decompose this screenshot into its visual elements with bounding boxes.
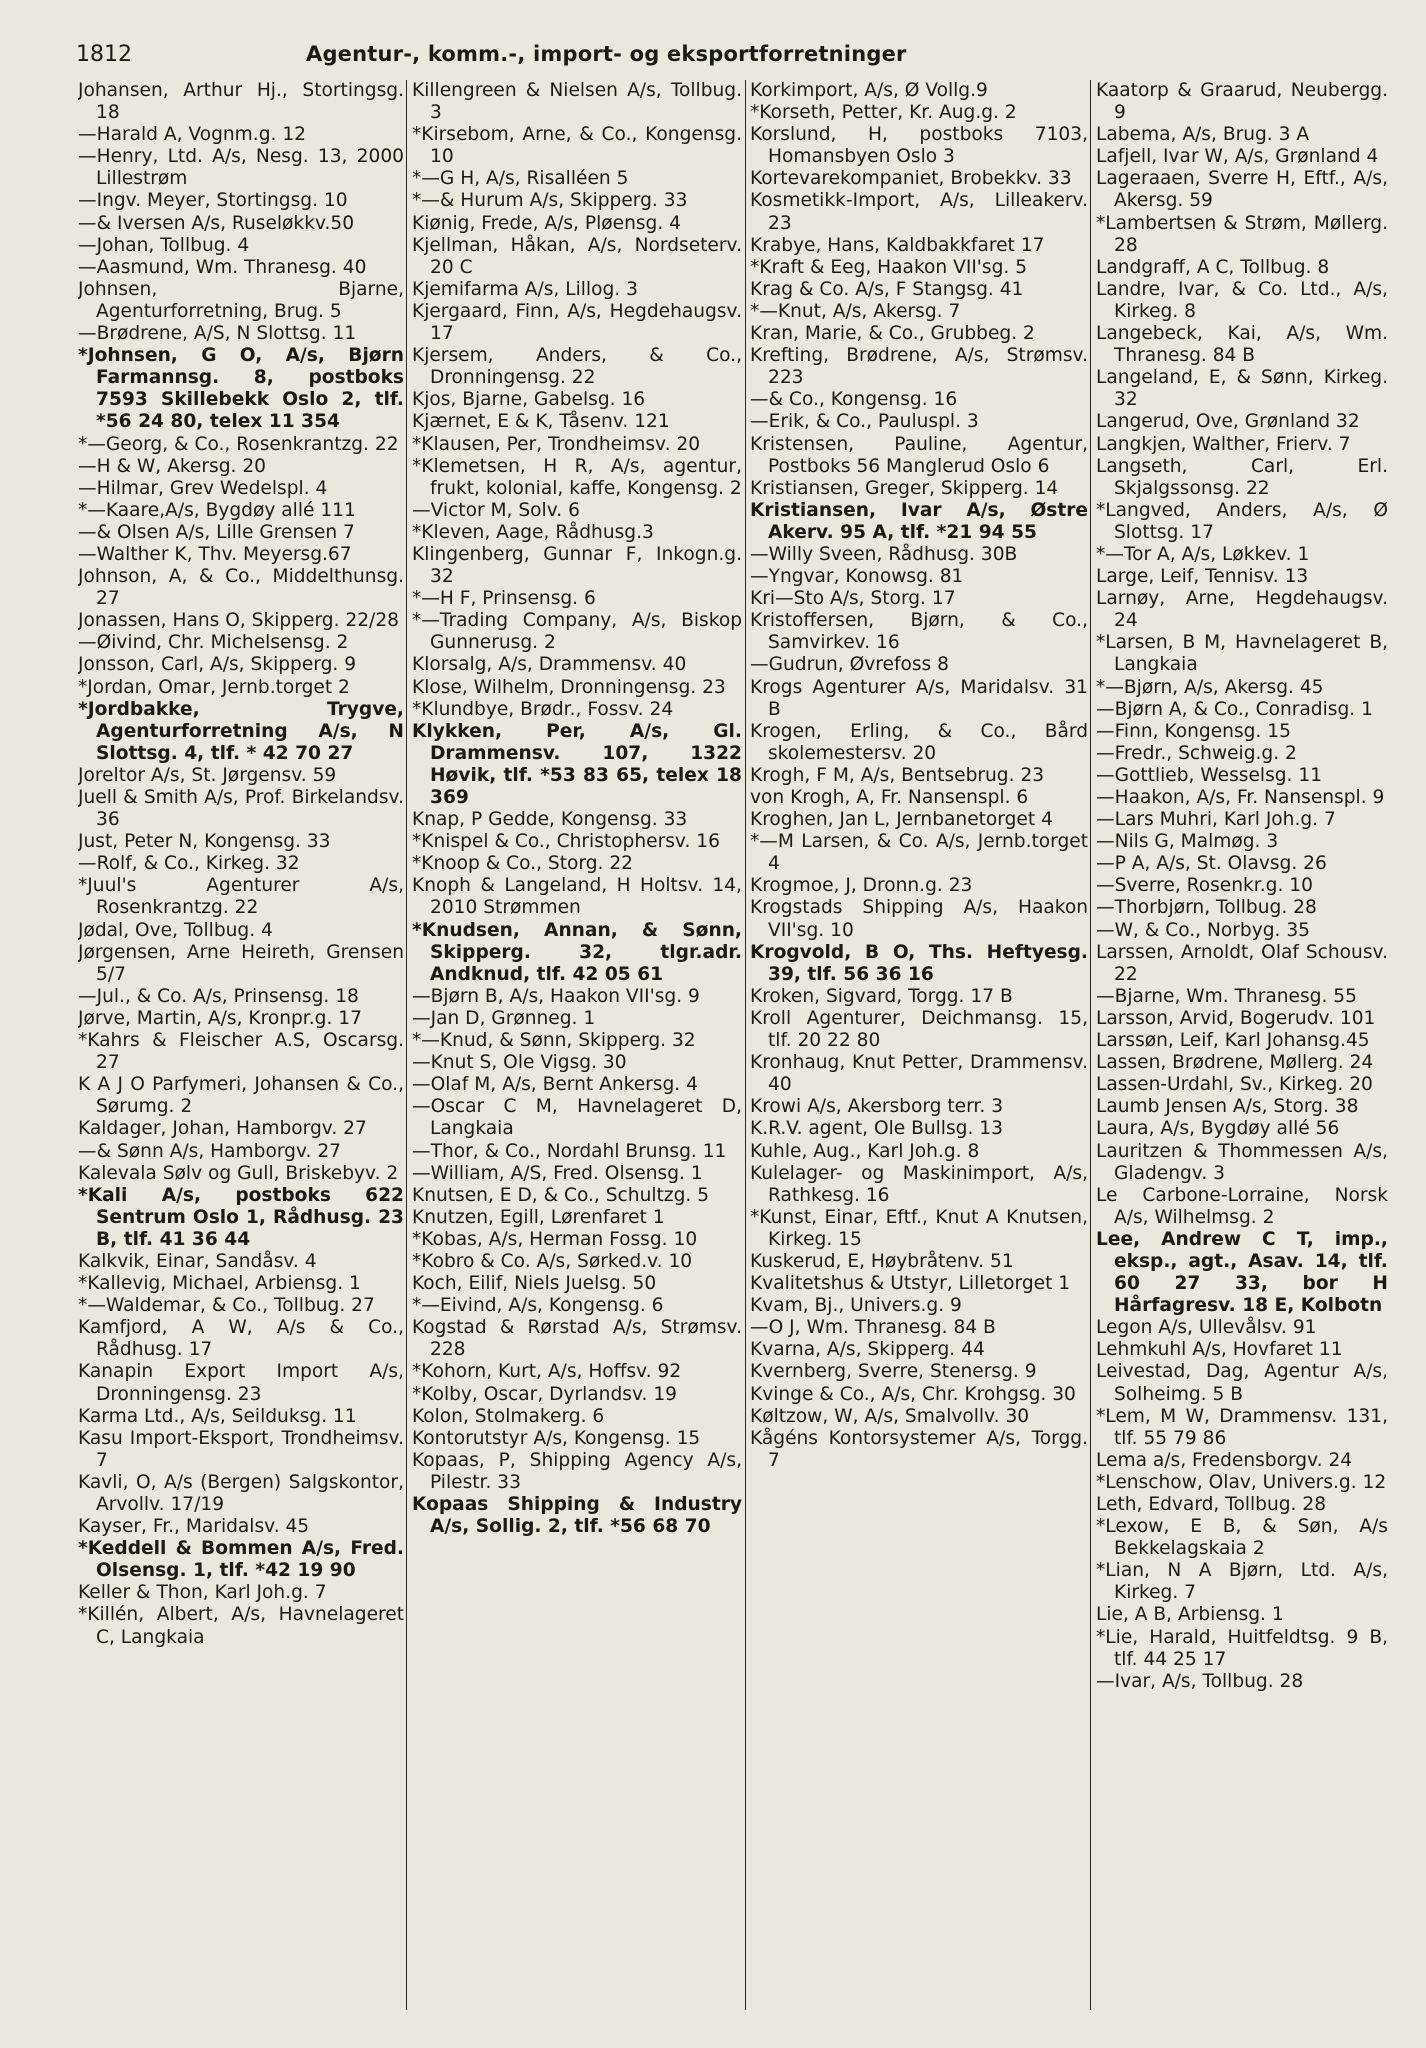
- directory-entry: Kran, Marie, & Co., Grubbeg. 2: [750, 323, 1035, 345]
- directory-entry: —W, & Co., Norbyg. 35: [1096, 919, 1310, 941]
- directory-entry: Kvarna, A/s, Skipperg. 44: [750, 1339, 985, 1361]
- directory-entry: Kanapin Export Import A/s, Dronningensg. 23: [78, 1361, 404, 1405]
- directory-entry: —Nils G, Malmøg. 3: [1096, 831, 1279, 853]
- directory-entry: —Hilmar, Grev Wedelspl. 4: [78, 477, 328, 499]
- directory-column-1: [78, 80, 404, 2020]
- directory-entry: Kayser, Fr., Maridalsv. 45: [78, 1516, 310, 1538]
- directory-entry: Kalevala Sølv og Gull, Briskebyv. 2: [78, 1162, 399, 1184]
- directory-entry: Krogh, F M, A/s, Bentsebrug. 23: [750, 764, 1045, 786]
- directory-entry: Kroken, Sigvard, Torgg. 17 B: [750, 985, 1013, 1007]
- directory-entry: —Lars Muhri, Karl Joh.g. 7: [1096, 809, 1336, 831]
- directory-entry: Klingenberg, Gunnar F, Inkogn.g. 32: [412, 543, 742, 588]
- running-title: Agentur-, komm.-, import- og eksportforretninger: [306, 42, 907, 66]
- directory-entry: Kavli, O, A/s (Bergen) Salgskontor, Arvollv. 17/19: [78, 1471, 404, 1515]
- directory-entry: *Klemetsen, H R, A/s, agentur, frukt, kolonial, kaffe, Kongensg. 2: [412, 455, 742, 499]
- directory-entry: Larsson, Arvid, Bogerudv. 101: [1096, 1007, 1376, 1029]
- directory-entry: Le Carbone-Lorraine, Norsk A/s, Wilhelmsg. 2: [1096, 1184, 1388, 1228]
- directory-entry: *—Waldemar, & Co., Tollbug. 27: [78, 1295, 375, 1317]
- directory-entry: Krogen, Erling, & Co., Bård skolemestersv. 20: [750, 720, 1088, 764]
- directory-entry: *Korseth, Petter, Kr. Aug.g. 2: [750, 102, 1017, 124]
- directory-entry: *Kahrs & Fleischer A.S, Oscarsg. 27: [78, 1030, 404, 1074]
- directory-entry: Kasu Import-Eksport, Trondheimsv. 7: [78, 1427, 404, 1471]
- directory-entry: Klykken, Per, A/s, Gl. Drammensv. 107, 1322 Høvik, tlf. *53 83 65, telex 18 369: [412, 720, 742, 808]
- directory-entry: Kolon, Stolmakerg. 6: [412, 1405, 605, 1427]
- directory-entry: Kroghen, Jan L, Jernbanetorget 4: [750, 809, 1053, 831]
- directory-entry: Kristiansen, Greger, Skipperg. 14: [750, 477, 1059, 499]
- directory-entry: Kvinge & Co., A/s, Chr. Krohgsg. 30: [750, 1383, 1076, 1405]
- directory-entry: Kortevarekompaniet, Brobekkv. 33: [750, 168, 1072, 190]
- directory-entry: —Oscar C M, Havnelageret D, Langkaia: [412, 1096, 742, 1140]
- directory-entry: —Brødrene, A/S, N Slottsg. 11: [78, 323, 357, 345]
- directory-entry: —Olaf M, A/s, Bernt Ankersg. 4: [412, 1074, 698, 1096]
- directory-entry: Knutsen, E D, & Co., Schultzg. 5: [412, 1184, 710, 1206]
- directory-entry: *Kraft & Eeg, Haakon VII'sg. 5: [750, 256, 1028, 278]
- column-divider: [745, 80, 746, 2010]
- directory-entry: —& Iversen A/s, Ruseløkkv.50: [78, 212, 355, 234]
- directory-entry: Krogmoe, J, Dronn.g. 23: [750, 875, 973, 897]
- directory-entry: Langseth, Carl, Erl. Skjalgssonsg. 22: [1096, 455, 1388, 499]
- directory-entry: *Keddell & Bommen A/s, Fred. Olsensg. 1, tlf. *42 19 90: [78, 1538, 404, 1582]
- directory-entry: *Kohorn, Kurt, A/s, Hoffsv. 92: [412, 1361, 682, 1383]
- directory-entry: *Lenschow, Olav, Univers.g. 12: [1096, 1471, 1387, 1493]
- directory-entry: Krogvold, B O, Ths. Heftyesg. 39, tlf. 56 36 16: [750, 941, 1088, 985]
- directory-entry: *Knudsen, Annan, & Sønn, Skipperg. 32, tlgr.adr. Andknud, tlf. 42 05 61: [412, 919, 742, 985]
- directory-entry: Langkjen, Walther, Frierv. 7: [1096, 433, 1351, 455]
- directory-entry: *—Georg, & Co., Rosenkrantzg. 22: [78, 433, 399, 455]
- directory-entry: Kvernberg, Sverre, Stenersg. 9: [750, 1361, 1037, 1383]
- directory-entry: —Jul., & Co. A/s, Prinsensg. 18: [78, 985, 359, 1007]
- directory-entry: Jonassen, Hans O, Skipperg. 22/28: [78, 610, 399, 632]
- directory-entry: —& Co., Kongensg. 16: [750, 389, 958, 411]
- directory-entry: —William, A/S, Fred. Olsensg. 1: [412, 1162, 703, 1184]
- directory-entry: —O J, Wm. Thranesg. 84 B: [750, 1317, 996, 1339]
- directory-entry: *Jordan, Omar, Jernb.torget 2: [78, 676, 350, 698]
- directory-entry: Koch, Eilif, Niels Juelsg. 50: [412, 1273, 657, 1295]
- directory-entry: —Fredr., Schweig.g. 2: [1096, 742, 1297, 764]
- directory-entry: Kjemifarma A/s, Lillog. 3: [412, 278, 638, 300]
- directory-entry: Jørgensen, Arne Heireth, Grensen 5/7: [78, 941, 404, 985]
- directory-entry: Kogstad & Rørstad A/s, Strømsv. 228: [412, 1317, 742, 1361]
- directory-entry: *Lem, M W, Drammensv. 131, tlf. 55 79 86: [1096, 1405, 1388, 1449]
- directory-entry: *—Knut, A/s, Akersg. 7: [750, 300, 961, 322]
- directory-entry: Landgraff, A C, Tollbug. 8: [1096, 256, 1330, 278]
- directory-entry: Jonsson, Carl, A/s, Skipperg. 9: [78, 654, 357, 676]
- directory-entry: —Gudrun, Øvrefoss 8: [750, 654, 949, 676]
- directory-entry: Just, Peter N, Kongensg. 33: [78, 831, 331, 853]
- directory-entry: —Thorbjørn, Tollbug. 28: [1096, 897, 1317, 919]
- directory-entry: Krogstads Shipping A/s, Haakon VII'sg. 10: [750, 897, 1088, 941]
- directory-entry: Krag & Co. A/s, F Stangsg. 41: [750, 278, 1024, 300]
- directory-entry: —Erik, & Co., Pauluspl. 3: [750, 411, 979, 433]
- directory-entry: von Krogh, A, Fr. Nansenspl. 6: [750, 787, 1029, 808]
- directory-entry: *Knoop & Co., Storg. 22: [412, 853, 633, 875]
- directory-entry: *Larsen, B M, Havnelageret B, Langkaia: [1096, 632, 1388, 676]
- directory-entry: Lehmkuhl A/s, Hovfaret 11: [1096, 1339, 1343, 1361]
- directory-entry: Klorsalg, A/s, Drammensv. 40: [412, 654, 687, 676]
- directory-entry: Laura, A/s, Bygdøy allé 56: [1096, 1118, 1340, 1140]
- directory-entry: Knap, P Gedde, Kongensg. 33: [412, 809, 688, 831]
- directory-column-4: [1096, 80, 1388, 2020]
- directory-entry: —Harald A, Vognm.g. 12: [78, 124, 306, 146]
- directory-entry: *—M Larsen, & Co. A/s, Jernb.torget 4: [750, 831, 1088, 875]
- directory-entry: *—& Hurum A/s, Skipperg. 33: [412, 190, 688, 212]
- directory-entry: *—Trading Company, A/s, Biskop Gunnerusg. 2: [412, 610, 742, 654]
- directory-column-3: [750, 80, 1088, 2020]
- directory-entry: *—Eivind, A/s, Kongensg. 6: [412, 1295, 664, 1317]
- directory-entry: K A J O Parfymeri, Johansen & Co., Sørumg. 2: [78, 1074, 404, 1118]
- directory-entry: —& Sønn A/s, Hamborgv. 27: [78, 1140, 341, 1162]
- directory-entry: *Langved, Anders, A/s, Ø Slottsg. 17: [1096, 499, 1388, 543]
- directory-entry: Leth, Edvard, Tollbug. 28: [1096, 1494, 1327, 1515]
- directory-entry: —Henry, Ltd. A/s, Nesg. 13, 2000 Lillestrøm: [78, 146, 404, 190]
- directory-entry: Kristiansen, Ivar A/s, Østre Akerv. 95 A, tlf. *21 94 55: [750, 499, 1088, 543]
- directory-entry: Kjergaard, Finn, A/s, Hegdehaugsv. 17: [412, 300, 742, 345]
- directory-entry: —Walther K, Thv. Meyersg.67: [78, 543, 352, 565]
- directory-entry: Killengreen & Nielsen A/s, Tollbug. 3: [412, 80, 742, 124]
- directory-entry: Larssen, Arnoldt, Olaf Schousv. 22: [1096, 941, 1388, 985]
- directory-entry: Krogs Agenturer A/s, Maridalsv. 31 B: [750, 676, 1088, 720]
- directory-entry: Kjos, Bjarne, Gabelsg. 16: [412, 389, 646, 411]
- directory-entry: *Johnsen, G O, A/s, Bjørn Farmannsg. 8, postboks 7593 Skillebekk Oslo 2, tlf. *56 24 80, telex 11 354: [78, 345, 404, 433]
- directory-entry: Joreltor A/s, St. Jørgensv. 59: [78, 764, 337, 786]
- directory-entry: Langeland, E, & Sønn, Kirkeg. 32: [1096, 367, 1388, 411]
- directory-entry: Kontorutstyr A/s, Kongensg. 15: [412, 1427, 701, 1449]
- directory-entry: Kaldager, Johan, Hamborgv. 27: [78, 1118, 367, 1140]
- column-divider: [1090, 80, 1091, 2010]
- directory-entry: Kalkvik, Einar, Sandåsv. 4: [78, 1250, 317, 1272]
- directory-entry: Krabye, Hans, Kaldbakkfaret 17: [750, 234, 1045, 256]
- directory-entry: Legon A/s, Ullevålsv. 91: [1096, 1317, 1317, 1339]
- directory-entry: *Lian, N A Bjørn, Ltd. A/s, Kirkeg. 7: [1096, 1560, 1388, 1604]
- directory-entry: *Klausen, Per, Trondheimsv. 20: [412, 433, 701, 455]
- directory-entry: Lie, A B, Arbiensg. 1: [1096, 1604, 1284, 1626]
- directory-entry: Kronhaug, Knut Petter, Drammensv. 40: [750, 1052, 1088, 1096]
- directory-entry: Køltzow, W, A/s, Smalvollv. 30: [750, 1405, 1030, 1427]
- directory-entry: Leivestad, Dag, Agentur A/s, Solheimg. 5 B: [1096, 1361, 1388, 1405]
- directory-entry: *Kunst, Einar, Eftf., Knut A Knutsen, Kirkeg. 15: [750, 1206, 1088, 1250]
- directory-entry: Larssøn, Leif, Karl Johansg.45: [1096, 1030, 1370, 1052]
- directory-entry: Large, Leif, Tennisv. 13: [1096, 566, 1309, 588]
- directory-entry: *Kali A/s, postboks 622 Sentrum Oslo 1, Rådhusg. 23 B, tlf. 41 36 44: [78, 1184, 404, 1250]
- directory-entry: Johnson, A, & Co., Middelthunsg. 27: [78, 566, 404, 610]
- directory-entry: Keller & Thon, Karl Joh.g. 7: [78, 1582, 327, 1604]
- directory-entry: K.R.V. agent, Ole Bullsg. 13: [750, 1118, 1003, 1140]
- directory-entry: *Kleven, Aage, Rådhusg.3: [412, 521, 654, 543]
- directory-entry: Kristensen, Pauline, Agentur, Postboks 56 Manglerud Oslo 6: [750, 433, 1088, 477]
- directory-entry: Korkimport, A/s, Ø Vollg.9: [750, 80, 988, 101]
- directory-entry: Kroll Agenturer, Deichmansg. 15, tlf. 20 22 80: [750, 1007, 1088, 1052]
- directory-entry: *—Knud, & Sønn, Skipperg. 32: [412, 1030, 696, 1052]
- directory-entry: Lageraaen, Sverre H, Eftf., A/s, Akersg. 59: [1096, 168, 1388, 212]
- directory-entry: Kvam, Bj., Univers.g. 9: [750, 1295, 962, 1317]
- page-header: [76, 42, 1376, 82]
- directory-entry: Johnsen, Bjarne, Agenturforretning, Brug. 5: [78, 278, 404, 322]
- directory-entry: —H & W, Akersg. 20: [78, 455, 266, 477]
- directory-entry: Kågéns Kontorsystemer A/s, Torgg. 7: [750, 1427, 1088, 1471]
- directory-entry: *—Tor A, A/s, Løkkev. 1: [1096, 543, 1310, 565]
- directory-entry: —Finn, Kongensg. 15: [1096, 720, 1291, 742]
- directory-entry: Lema a/s, Fredensborgv. 24: [1096, 1449, 1353, 1471]
- directory-entry: *Lambertsen & Strøm, Møllerg. 28: [1096, 212, 1388, 256]
- directory-entry: —Aasmund, Wm. Thranesg. 40: [78, 256, 367, 278]
- directory-entry: Karma Ltd., A/s, Seilduksg. 11: [78, 1405, 357, 1427]
- directory-entry: Labema, A/s, Brug. 3 A: [1096, 124, 1310, 146]
- directory-entry: —Yngvar, Konowsg. 81: [750, 566, 964, 588]
- directory-entry: Kulelager- og Maskinimport, A/s, Rathkesg. 16: [750, 1162, 1088, 1206]
- directory-entry: Knutzen, Egill, Lørenfaret 1: [412, 1206, 665, 1228]
- directory-entry: Larnøy, Arne, Hegdehaugsv. 24: [1096, 588, 1388, 632]
- directory-entry: —Willy Sveen, Rådhusg. 30B: [750, 543, 1018, 565]
- directory-column-2: [412, 80, 742, 2020]
- directory-entry: Kristoffersen, Bjørn, & Co., Samvirkev. 16: [750, 610, 1088, 654]
- column-divider: [406, 80, 407, 2010]
- directory-entry: Landre, Ivar, & Co. Ltd., A/s, Kirkeg. 8: [1096, 278, 1388, 322]
- directory-entry: Knoph & Langeland, H Holtsv. 14, 2010 Strømmen: [412, 875, 742, 919]
- directory-entry: —Bjørn B, A/s, Haakon VII'sg. 9: [412, 985, 700, 1007]
- directory-entry: Kvalitetshus & Utstyr, Lilletorget 1: [750, 1273, 1071, 1295]
- directory-entry: *Jordbakke, Trygve, Agenturforretning A/s, N Slottsg. 4, tlf. * 42 70 27: [78, 698, 404, 764]
- directory-entry: Johansen, Arthur Hj., Stortingsg. 18: [78, 80, 404, 124]
- directory-entry: —Haakon, A/s, Fr. Nansenspl. 9: [1096, 787, 1385, 808]
- directory-entry: Laumb Jensen A/s, Storg. 38: [1096, 1096, 1359, 1118]
- directory-entry: *Klundbye, Brødr., Fossv. 24: [412, 698, 674, 720]
- directory-entry: —& Olsen A/s, Lille Grensen 7: [78, 521, 355, 543]
- directory-entry: Kuskerud, E, Høybråtenv. 51: [750, 1250, 1014, 1272]
- directory-entry: Kri—Sto A/s, Storg. 17: [750, 588, 956, 610]
- directory-entry: Lassen-Urdahl, Sv., Kirkeg. 20: [1096, 1074, 1373, 1096]
- directory-entry: Lee, Andrew C T, imp., eksp., agt., Asav. 14, tlf. 60 27 33, bor H Hårfagresv. 18 E, Kolbotn: [1096, 1228, 1388, 1317]
- directory-entry: Lassen, Brødrene, Møllerg. 24: [1096, 1052, 1374, 1074]
- directory-entry: —Knut S, Ole Vigsg. 30: [412, 1052, 627, 1074]
- directory-entry: Krefting, Brødrene, A/s, Strømsv. 223: [750, 345, 1088, 389]
- directory-entry: —Sverre, Rosenkr.g. 10: [1096, 875, 1313, 897]
- directory-entry: *Kolby, Oscar, Dyrlandsv. 19: [412, 1383, 677, 1405]
- directory-entry: Lauritzen & Thommessen A/s, Gladengv. 3: [1096, 1140, 1388, 1184]
- directory-entry: Kopaas, P, Shipping Agency A/s, Pilestr. 33: [412, 1449, 742, 1493]
- directory-entry: —Jan D, Grønneg. 1: [412, 1007, 596, 1029]
- directory-entry: —P A, A/s, St. Olavsg. 26: [1096, 853, 1327, 875]
- directory-entry: Kiønig, Frede, A/s, Pløensg. 4: [412, 212, 682, 234]
- directory-entry: —Gottlieb, Wesselsg. 11: [1096, 764, 1323, 786]
- directory-entry: —Thor, & Co., Nordahl Brunsg. 11: [412, 1140, 727, 1162]
- directory-entry: *—G H, A/s, Risalléen 5: [412, 168, 629, 190]
- directory-entry: —Victor M, Solv. 6: [412, 499, 580, 521]
- directory-entry: *Knispel & Co., Christophersv. 16: [412, 831, 720, 853]
- directory-entry: *Kirsebom, Arne, & Co., Kongensg. 10: [412, 124, 742, 168]
- directory-entry: *—Bjørn, A/s, Akersg. 45: [1096, 676, 1324, 698]
- directory-entry: Kopaas Shipping & Industry A/s, Sollig. 2, tlf. *56 68 70: [412, 1494, 742, 1538]
- directory-entry: Kuhle, Aug., Karl Joh.g. 8: [750, 1140, 980, 1162]
- directory-entry: Klose, Wilhelm, Dronningensg. 23: [412, 676, 726, 698]
- directory-entry: Korslund, H, postboks 7103, Homansbyen Oslo 3: [750, 124, 1088, 168]
- directory-entry: Kjærnet, E & K, Tåsenv. 121: [412, 411, 670, 433]
- directory-entry: Lafjell, Ivar W, A/s, Grønland 4: [1096, 146, 1379, 168]
- directory-entry: *Juul's Agenturer A/s, Rosenkrantzg. 22: [78, 875, 404, 919]
- directory-entry: —Ivar, A/s, Tollbug. 28: [1096, 1670, 1304, 1692]
- directory-entry: *Killén, Albert, A/s, Havnelageret C, Langkaia: [78, 1604, 404, 1648]
- directory-entry: Kosmetikk-Import, A/s, Lilleakerv. 23: [750, 190, 1088, 234]
- directory-entry: *Kallevig, Michael, Arbiensg. 1: [78, 1273, 361, 1295]
- directory-entry: Kjersem, Anders, & Co., Dronningensg. 22: [412, 345, 742, 389]
- directory-entry: Jødal, Ove, Tollbug. 4: [78, 919, 273, 941]
- directory-entry: —Bjørn A, & Co., Conradisg. 1: [1096, 698, 1373, 720]
- directory-entry: Kjellman, Håkan, A/s, Nordseterv. 20 C: [412, 234, 742, 278]
- directory-entry: Langerud, Ove, Grønland 32: [1096, 411, 1360, 433]
- directory-entry: Krowi A/s, Akersborg terr. 3: [750, 1096, 1004, 1118]
- directory-entry: —Johan, Tollbug. 4: [78, 234, 250, 256]
- directory-entry: Juell & Smith A/s, Prof. Birkelandsv. 36: [78, 787, 404, 831]
- directory-entry: *Kobro & Co. A/s, Sørked.v. 10: [412, 1250, 693, 1272]
- page-number: 1812: [76, 42, 132, 67]
- directory-entry: Jørve, Martin, A/s, Kronpr.g. 17: [78, 1007, 362, 1029]
- directory-entry: Kamfjord, A W, A/s & Co., Rådhusg. 17: [78, 1317, 404, 1361]
- directory-entry: *Kobas, A/s, Herman Fossg. 10: [412, 1228, 698, 1250]
- directory-entry: *Lie, Harald, Huitfeldtsg. 9 B, tlf. 44 25 17: [1096, 1626, 1388, 1670]
- directory-entry: —Rolf, & Co., Kirkeg. 32: [78, 853, 300, 875]
- directory-entry: *—Kaare,A/s, Bygdøy allé 111: [78, 499, 356, 521]
- directory-entry: Kaatorp & Graarud, Neubergg. 9: [1096, 80, 1388, 124]
- directory-entry: *—H F, Prinsensg. 6: [412, 588, 596, 610]
- directory-entry: *Lexow, E B, & Søn, A/s Bekkelagskaia 2: [1096, 1516, 1388, 1560]
- directory-entry: —Bjarne, Wm. Thranesg. 55: [1096, 985, 1357, 1007]
- directory-entry: Langebeck, Kai, A/s, Wm. Thranesg. 84 B: [1096, 323, 1388, 367]
- directory-entry: —Ingv. Meyer, Stortingsg. 10: [78, 190, 348, 212]
- directory-entry: —Øivind, Chr. Michelsensg. 2: [78, 632, 349, 654]
